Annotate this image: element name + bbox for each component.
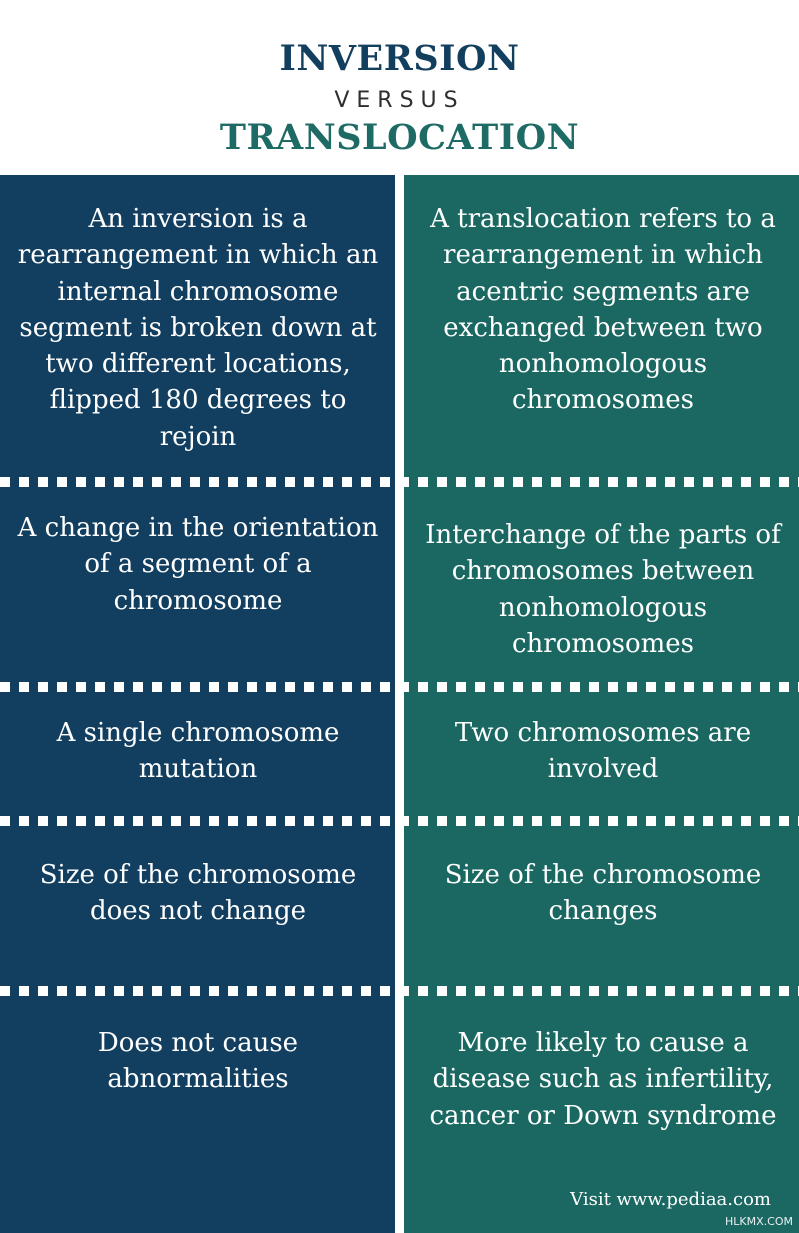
inversion-effects: Does not cause abnormalities bbox=[97, 1028, 299, 1095]
row-divider bbox=[0, 477, 799, 487]
title-versus: VERSUS bbox=[334, 88, 465, 113]
translocation-size: Size of the chromosome changes bbox=[444, 860, 762, 927]
header bbox=[0, 0, 799, 172]
inversion-definition: An inversion is a rearrangement in which an internal chromosome segment is broken down at two different locations, flipped 180 degrees to rejoin bbox=[17, 204, 379, 452]
title-translocation: TRANSLOCATION bbox=[219, 117, 580, 158]
translocation-chromosomes-involved: Two chromosomes are involved bbox=[454, 718, 752, 785]
row-divider bbox=[0, 986, 799, 996]
source-link[interactable]: Visit www.pediaa.com bbox=[570, 1189, 771, 1210]
row-divider bbox=[0, 682, 799, 692]
translocation-feature: Interchange of the parts of chromosomes between nonhomologous chromosomes bbox=[425, 520, 781, 659]
inversion-feature: A change in the orientation of a segment of a chromosome bbox=[17, 513, 379, 616]
title-inversion: INVERSION bbox=[279, 38, 520, 79]
watermark: HLKMX.COM bbox=[725, 1215, 793, 1228]
translocation-effects: More likely to cause a disease such as infertility, cancer or Down syndrome bbox=[429, 1028, 777, 1131]
translocation-definition: A translocation refers to a rearrangement in which acentric segments are exchanged between two nonhomologous chromosomes bbox=[430, 204, 776, 416]
inversion-chromosomes-involved: A single chromosome mutation bbox=[56, 718, 340, 785]
row-divider bbox=[0, 816, 799, 826]
inversion-size: Size of the chromosome does not change bbox=[39, 860, 357, 927]
